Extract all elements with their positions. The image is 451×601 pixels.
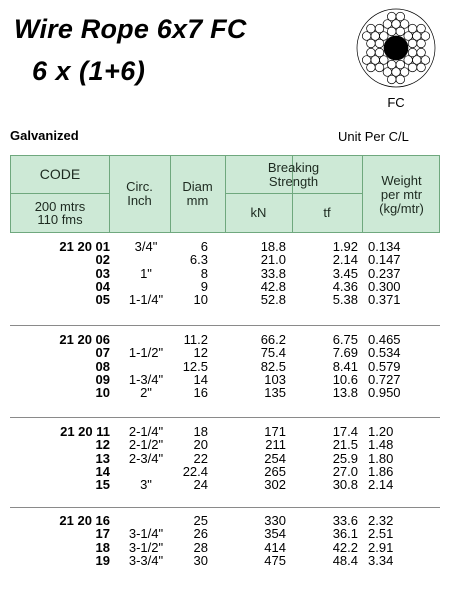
table-row [10,240,440,253]
table-header [10,155,440,233]
cell-code: 21 20 16 [59,513,110,528]
cell-kn: 75.4 [260,345,286,361]
cell-kn: 254 [264,450,286,466]
cell-tf: 4.36 [332,278,358,294]
cell-circ: 3-3/4" [128,552,164,568]
cell-code: 14 [95,463,110,479]
table-row [10,360,440,373]
cell-kn: 21.0 [260,252,286,268]
cell-circ: 3/4" [134,239,158,254]
cell-weight: 1.80 [368,450,394,466]
header-circ: Circ. [126,179,153,194]
cell-tf: 2.14 [332,252,358,268]
cell-weight: 0.727 [368,371,401,387]
wire-icon [375,24,384,33]
wire-icon [417,24,426,33]
wire-icon [375,48,384,57]
cell-weight: 0.579 [368,358,401,374]
cell-kn: 475 [264,552,286,568]
table-row [10,386,440,399]
cell-tf: 25.9 [332,450,358,466]
cell-tf: 30.8 [332,477,358,493]
wire-icon [396,12,405,21]
cell-kn: 18.8 [260,239,286,254]
header-code-sub2: 110 fms [37,212,83,227]
cell-circ: 3" [140,477,152,493]
cell-code: 17 [95,526,110,542]
cell-code: 04 [95,278,110,294]
cell-tf: 48.4 [332,552,358,568]
cell-tf: 21.5 [332,437,358,453]
cell-diam: 22 [193,450,208,466]
cell-kn: 103 [264,371,286,387]
cell-weight: 0.134 [368,239,401,254]
header-kn: kN [250,205,267,220]
table-row [10,373,440,386]
cell-tf: 36.1 [332,526,358,542]
cell-diam: 20 [193,437,208,453]
cell-kn: 82.5 [260,358,286,374]
cell-tf: 13.8 [332,385,358,401]
wire-icon [417,39,426,48]
rope-cross-section-diagram [355,7,437,89]
cell-diam: 30 [193,552,208,568]
wire-icon [408,24,417,33]
cell-code: 21 20 01 [59,239,110,254]
cell-diam: 25 [193,513,208,528]
cell-weight: 0.534 [368,345,401,361]
header-code: CODE [39,166,81,182]
wire-icon [387,60,396,69]
cell-tf: 10.6 [332,371,358,387]
cell-kn: 414 [264,539,286,555]
cell-diam: 22.4 [182,463,208,479]
table-row [10,465,440,478]
fiber-core-label: FC [387,95,405,110]
cell-code: 21 20 06 [59,332,110,347]
header-code-sub1: 200 mtrs [34,199,86,214]
wire-icon [417,48,426,57]
table-row [10,267,440,280]
wire-icon [396,75,405,84]
cell-tf: 33.6 [332,513,358,528]
cell-weight: 0.147 [368,252,401,268]
cell-diam: 16 [193,385,208,401]
cell-circ: 1-1/4" [128,292,164,308]
cell-kn: 171 [264,424,286,439]
cell-diam: 8 [200,265,208,281]
cell-kn: 66.2 [260,332,286,347]
header-tf: tf [323,205,331,220]
row-group [10,514,440,567]
cell-code: 05 [95,292,110,308]
cell-kn: 211 [265,437,286,453]
cell-code: 02 [95,252,110,268]
cell-diam: 28 [193,539,208,555]
cell-code: 19 [95,552,110,568]
cell-code: 18 [95,539,110,555]
group-divider [10,417,440,418]
cell-tf: 1.92 [332,239,358,254]
cell-kn: 265 [264,463,286,479]
title-line-1: Wire Rope 6x7 FC [14,14,247,44]
cell-diam: 10 [193,292,208,308]
table-row [10,554,440,567]
table-row [10,452,440,465]
table-row [10,293,440,306]
wire-icon [375,63,384,72]
cell-diam: 12 [193,345,208,361]
cell-code: 07 [95,345,110,361]
header-diam: Diam [182,179,213,194]
header-diam-unit: mm [186,193,209,208]
cell-circ: 1-1/2" [128,345,164,361]
cell-kn: 135 [264,385,286,401]
table-row [10,438,440,451]
cell-weight: 0.465 [368,332,401,347]
finish-label: Galvanized [10,128,79,143]
cell-kn: 42.8 [260,278,286,294]
header-breaking: Breaking [267,160,320,175]
header-weight-per: per mtr [380,187,423,202]
wire-icon [387,12,396,21]
cell-code: 12 [95,437,110,453]
cell-code: 21 20 11 [60,424,110,439]
cell-code: 10 [95,385,110,401]
fiber-core-icon [384,36,408,60]
wire-icon [408,48,417,57]
cell-circ: 2-1/2" [128,437,164,453]
cell-weight: 1.20 [368,424,394,439]
wire-icon [396,60,405,69]
cell-kn: 330 [264,513,286,528]
cell-diam: 26 [193,526,208,542]
cell-diam: 9 [200,278,208,294]
table-row [10,478,440,491]
cell-weight: 1.86 [368,463,394,479]
cell-weight: 2.51 [368,526,394,542]
cell-weight: 0.950 [368,385,401,401]
cell-code: 09 [95,371,110,387]
cell-tf: 7.69 [332,345,358,361]
table-row [10,280,440,293]
row-group [10,240,440,306]
cell-kn: 33.8 [260,265,286,281]
row-group [10,333,440,399]
cell-tf: 27.0 [332,463,358,479]
cell-diam: 11.2 [183,332,208,347]
cell-code: 08 [95,358,110,374]
cell-diam: 18 [193,424,208,439]
cell-kn: 302 [264,477,286,493]
header-weight: Weight [381,173,422,188]
cell-weight: 0.300 [368,278,401,294]
table-row [10,253,440,266]
cell-code: 13 [95,450,110,466]
header-circ-unit: Inch [127,193,152,208]
cell-weight: 2.91 [368,539,394,555]
cell-kn: 354 [264,526,286,542]
cell-circ: 3-1/2" [128,539,164,555]
wire-icon [367,48,376,57]
wire-icon [417,63,426,72]
cell-tf: 5.38 [332,292,358,308]
table-row [10,333,440,346]
header-weight-unit: (kg/mtr) [379,201,424,216]
unit-label: Unit Per C/L [338,129,409,144]
table-row [10,425,440,438]
cell-diam: 12.5 [182,358,208,374]
cell-code: 15 [95,477,110,493]
cell-diam: 6 [200,239,208,254]
cell-circ: 1" [140,265,152,281]
cell-circ: 2-3/4" [128,450,164,466]
cell-weight: 0.237 [368,265,401,281]
cell-weight: 3.34 [368,552,394,568]
wire-icon [367,24,376,33]
cell-weight: 1.48 [368,437,394,453]
cell-circ: 2-1/4" [128,424,164,439]
cell-weight: 0.371 [368,292,401,308]
group-divider [10,325,440,326]
cell-diam: 24 [193,477,208,493]
cell-tf: 42.2 [332,539,358,555]
cell-tf: 3.45 [332,265,358,281]
row-group [10,425,440,491]
table-row [10,346,440,359]
header-strength: Strength [268,174,319,189]
cell-diam: 14 [193,371,208,387]
table-row [10,514,440,527]
table-row [10,541,440,554]
cell-tf: 8.41 [332,358,358,374]
cell-weight: 2.32 [368,513,394,528]
cell-circ: 3-1/4" [128,526,164,542]
cell-tf: 17.4 [332,424,358,439]
cell-circ: 2" [140,385,152,401]
cell-tf: 6.75 [332,332,358,347]
cell-code: 03 [95,265,110,281]
cell-circ: 1-3/4" [128,371,164,387]
table-row [10,527,440,540]
wire-icon [396,27,405,36]
cell-kn: 52.8 [260,292,286,308]
cell-weight: 2.14 [368,477,394,493]
cell-diam: 6.3 [189,252,208,268]
group-divider [10,507,440,508]
title-line-2: 6 x (1+6) [32,56,146,86]
wire-icon [375,39,384,48]
